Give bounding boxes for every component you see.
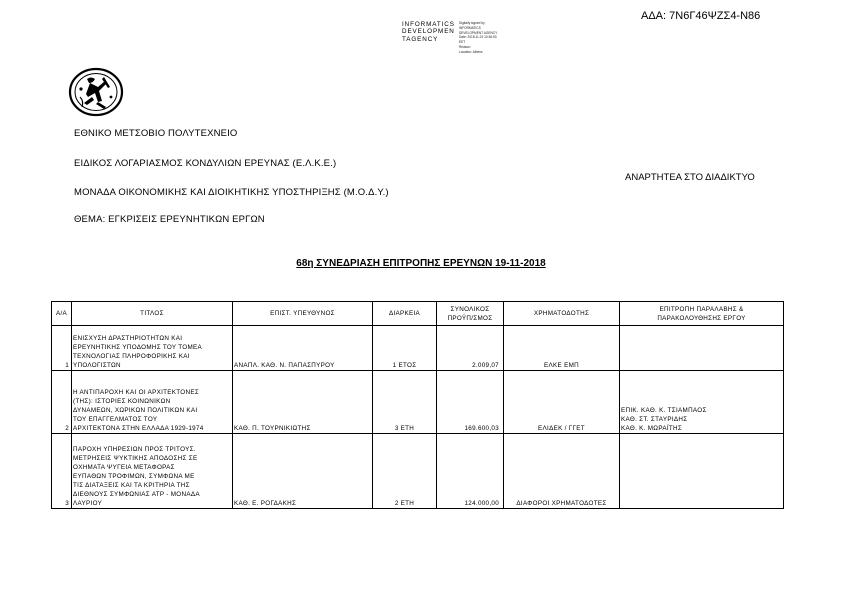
col-header-aa: Α/Α bbox=[52, 302, 72, 326]
cell-responsible: ΚΑΘ. Ε. ΡΟΓΔΑΚΗΣ bbox=[233, 434, 373, 509]
title-line: ΕΡΕΥΝΗΤΙΚΗΣ ΥΠΟΔΟΜΗΣ ΤΟΥ ΤΟΜΕΑ bbox=[73, 344, 202, 351]
title-line: ΟΧΗΜΑΤΑ ΨΥΓΕΙΑ ΜΕΤΑΦΟΡΑΣ bbox=[73, 464, 175, 471]
title-line: ΠΑΡΟΧΗ ΥΠΗΡΕΣΙΩΝ ΠΡΟΣ ΤΡΙΤΟΥΣ. bbox=[73, 446, 196, 453]
col-header-duration: ΔΙΑΡΚΕΙΑ bbox=[373, 302, 437, 326]
signature-line: INFORMATICS bbox=[402, 21, 455, 28]
table-row bbox=[52, 326, 784, 371]
title-line: ΤΙΣ ΔΙΑΤΑΞΕΙΣ ΚΑΙ ΤΑ ΚΡΙΤΗΡΙΑ ΤΗΣ bbox=[73, 482, 190, 489]
signature-detail-line: Digitally signed by bbox=[459, 21, 485, 25]
col-header-funder: ΧΡΗΜΑΤΟΔΟΤΗΣ bbox=[504, 302, 620, 326]
cell-budget: 124.000,00 bbox=[437, 434, 504, 509]
title-line: ΤΕΧΝΟΛΟΓΙΑΣ ΠΛΗΡΟΦΟΡΙΚΗΣ ΚΑΙ bbox=[73, 353, 190, 360]
session-title-text: 68η ΣΥΝΕΔΡΙΑΣΗ ΕΠΙΤΡΟΠΗΣ ΕΡΕΥΝΩΝ 19-11-2018 bbox=[296, 258, 546, 269]
title-line: ΕΥΠΑΘΩΝ ΤΡΟΦΙΜΩΝ, ΣΥΜΦΩΝΑ ΜΕ bbox=[73, 473, 195, 480]
col-header-committee-line: ΠΑΡΑΚΟΛΟΥΘΗΣΗΣ ΕΡΓΟΥ bbox=[657, 314, 746, 322]
title-line: ΑΡΧΙΤΕΚΤΟΝΑ ΣΤΗΝ ΕΛΛΑΔΑ 1929-1974 bbox=[73, 425, 204, 432]
title-line: ΥΠΟΛΟΓΙΣΤΩΝ bbox=[73, 362, 121, 369]
university-logo bbox=[68, 67, 124, 117]
cell-responsible: ΑΝΑΠΛ. ΚΑΘ. Ν. ΠΑΠΑΣΠΥΡΟΥ bbox=[233, 326, 373, 371]
ada-code: ΑΔΑ: 7Ν6Γ46ΨΖΣ4-Ν86 bbox=[641, 10, 761, 22]
signature-detail-line: Reason: bbox=[459, 44, 471, 49]
cell-budget: 2.009,07 bbox=[437, 326, 504, 371]
cell-committee bbox=[620, 434, 784, 509]
cell-aa: 1 bbox=[52, 326, 72, 371]
digital-signature-details bbox=[459, 21, 497, 55]
signature-line: DEVELOPMEN bbox=[402, 28, 455, 36]
subject-line: ΘΕΜΑ: ΕΓΚΡΙΣΕΙΣ ΕΡΕΥΝΗΤΙΚΩΝ ΕΡΓΩΝ bbox=[74, 214, 265, 225]
title-line: ΔΥΝΑΜΕΩΝ, ΧΩΡΙΚΩΝ ΠΟΛΙΤΙΚΩΝ ΚΑΙ bbox=[73, 407, 198, 414]
cell-duration: 3 ΕΤΗ bbox=[373, 371, 437, 434]
signature-detail-line: Location: Athens bbox=[459, 49, 483, 54]
signature-detail-line: INFORMATICS bbox=[459, 25, 481, 30]
unit-name: ΜΟΝΑΔΑ ΟΙΚΟΝΟΜΙΚΗΣ ΚΑΙ ΔΙΟΙΚΗΤΙΚΗΣ ΥΠΟΣΤΗΡΙΞΗΣ (Μ.Ο.Δ.Υ.) bbox=[74, 187, 389, 198]
digital-signature-stamp bbox=[402, 21, 455, 43]
cell-committee bbox=[620, 371, 784, 434]
title-line: Η ΑΝΤΙΠΑΡΟΧΗ ΚΑΙ ΟΙ ΑΡΧΙΤΕΚΤΟΝΕΣ bbox=[73, 389, 200, 396]
col-header-budget bbox=[437, 302, 504, 326]
signature-detail-line: EET bbox=[459, 40, 466, 45]
cell-duration: 2 ΕΤΗ bbox=[373, 434, 437, 509]
cell-budget: 169.600,03 bbox=[437, 371, 504, 434]
title-line: ΜΕΤΡΗΣΕΙΣ ΨΥΚΤΙΚΗΣ ΑΠΟΔΟΣΗΣ ΣΕ bbox=[73, 455, 198, 462]
department-name: ΕΙΔΙΚΟΣ ΛΟΓΑΡΙΑΣΜΟΣ ΚΟΝΔΥΛΙΩΝ ΕΡΕΥΝΑΣ (Ε.Λ.Κ.Ε.) bbox=[74, 158, 337, 169]
col-header-budget-line: ΣΥΝΟΛΙΚΟΣ bbox=[450, 305, 490, 313]
cell-responsible: ΚΑΘ. Π. ΤΟΥΡΝΙΚΙΩΤΗΣ bbox=[233, 371, 373, 434]
col-header-committee-line: ΕΠΙΤΡΟΠΗ ΠΑΡΑΛΑΒΗΣ & bbox=[659, 305, 744, 313]
table-header-row bbox=[52, 302, 784, 326]
table-row bbox=[52, 371, 784, 434]
institution-name: ΕΘΝΙΚΟ ΜΕΤΣΟΒΙΟ ΠΟΛΥΤΕΧΝΕΙΟ bbox=[74, 128, 238, 139]
cell-committee bbox=[620, 326, 784, 371]
cell-aa: 2 bbox=[52, 371, 72, 434]
table-row bbox=[52, 434, 784, 509]
committee-member: ΕΠΙΚ. ΚΑΘ. Κ. ΤΣΙΑΜΠΑΟΣ bbox=[621, 407, 707, 414]
cell-aa: 3 bbox=[52, 434, 72, 509]
posting-notice: ΑΝΑΡΤΗΤΕΑ ΣΤΟ ΔΙΑΔΙΚΤΥΟ bbox=[625, 172, 755, 183]
cell-funder: ΕΛΙΔΕΚ / ΓΓΕΤ bbox=[504, 371, 620, 434]
projects-table bbox=[51, 301, 784, 509]
title-line: ΛΑΥΡΙΟΥ bbox=[73, 500, 103, 507]
col-header-responsible: ΕΠΙΣΤ. ΥΠΕΥΘΥΝΟΣ bbox=[233, 302, 373, 326]
col-header-title: ΤΙΤΛΟΣ bbox=[72, 302, 233, 326]
cell-funder: ΕΛΚΕ ΕΜΠ bbox=[504, 326, 620, 371]
signature-line: TAGENCY bbox=[402, 35, 439, 43]
title-line: ΤΟΥ ΕΠΑΓΓΕΛΜΑΤΟΣ ΤΟΥ bbox=[73, 416, 158, 423]
session-title bbox=[0, 258, 842, 269]
signature-detail-line: Date: 2018.11.23 10:36:53 bbox=[459, 35, 497, 40]
cell-title bbox=[72, 326, 233, 371]
cell-title bbox=[72, 434, 233, 509]
cell-funder: ΔΙΑΦΟΡΟΙ ΧΡΗΜΑΤΟΔΟΤΕΣ bbox=[504, 434, 620, 509]
title-line: (ΤΗΣ): ΙΣΤΟΡΙΕΣ ΚΟΙΝΩΝΙΚΩΝ bbox=[73, 398, 171, 405]
col-header-committee bbox=[620, 302, 784, 326]
col-header-budget-line: ΠΡΟΫΠ/ΣΜΟΣ bbox=[447, 314, 493, 322]
signature-detail-line: DEVELOPMENT AGENCY bbox=[459, 30, 498, 35]
committee-member: ΚΑΘ. ΣΤ. ΣΤΑΥΡΙΔΗΣ bbox=[621, 416, 688, 423]
cell-title bbox=[72, 371, 233, 434]
cell-duration: 1 ΕΤΟΣ bbox=[373, 326, 437, 371]
title-line: ΕΝΙΣΧΥΣΗ ΔΡΑΣΤΗΡΙΟΤΗΤΩΝ ΚΑΙ bbox=[73, 335, 183, 342]
committee-member: ΚΑΘ. Κ. ΜΩΡΑΪΤΗΣ bbox=[621, 425, 683, 432]
title-line: ΔΙΕΘΝΟΥΣ ΣΥΜΦΩΝΙΑΣ ΑΤΡ - ΜΟΝΑΔΑ bbox=[73, 491, 200, 498]
